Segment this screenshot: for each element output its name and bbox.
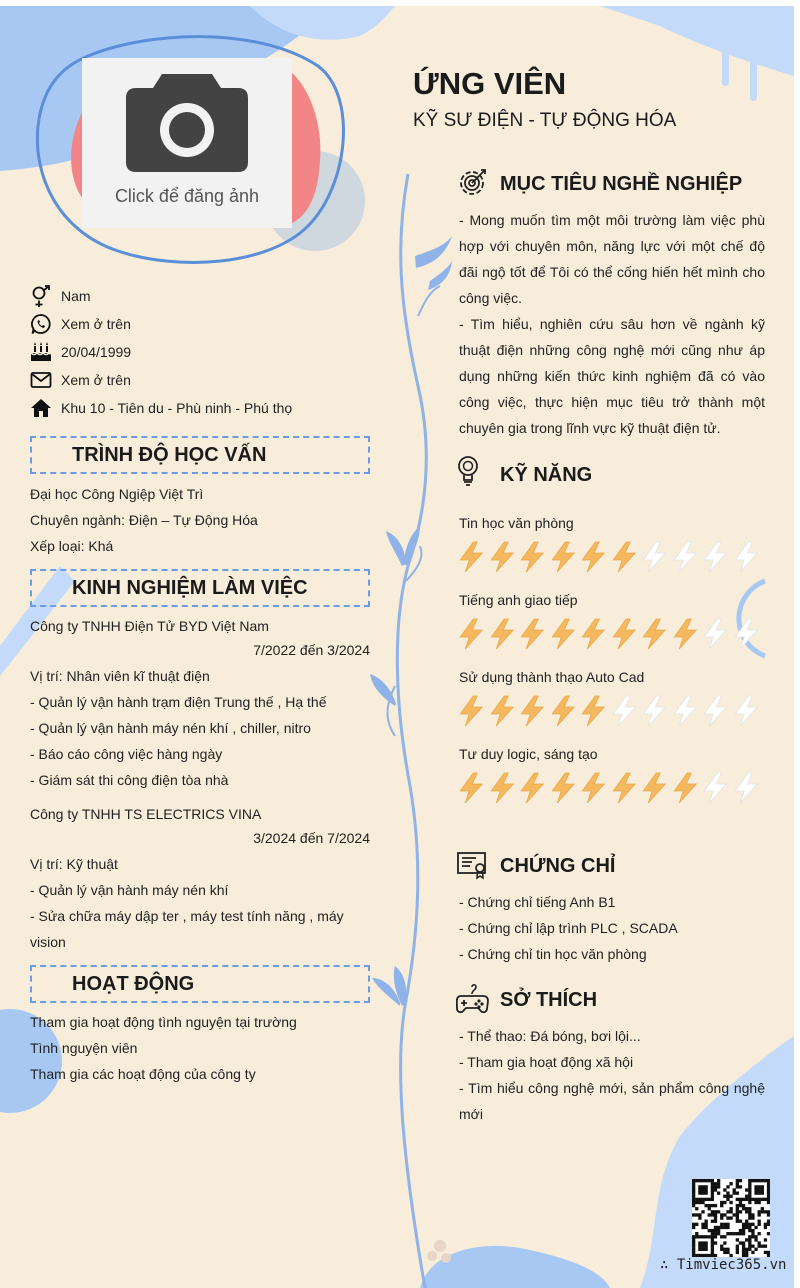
skill-rating: [456, 771, 761, 805]
bolt-filled-icon: [487, 540, 518, 574]
gamepad-icon: [456, 982, 490, 1016]
photo-upload-hint: Click để đăng ảnh: [114, 186, 260, 206]
hobby-item: - Thể thao: Đá bóng, bơi lội...: [459, 1028, 641, 1044]
bolt-empty-icon: [731, 540, 762, 574]
bolt-filled-icon: [578, 540, 609, 574]
skill-rating: [456, 617, 761, 651]
bolt-filled-icon: [639, 617, 670, 651]
certificates-heading: CHỨNG CHỈ: [500, 855, 616, 877]
bolt-filled-icon: [517, 694, 548, 728]
bolt-filled-icon: [548, 694, 579, 728]
bolt-filled-icon: [487, 771, 518, 805]
bolt-filled-icon: [578, 617, 609, 651]
education-grade: Xếp loại: Khá: [30, 538, 114, 554]
contact-email: [30, 369, 131, 391]
skills-heading: KỸ NĂNG: [500, 464, 593, 486]
bolt-filled-icon: [609, 540, 640, 574]
candidate-name: ỨNG VIÊN: [413, 66, 567, 101]
hobby-item: - Tham gia hoạt động xã hội: [459, 1054, 634, 1070]
target-icon: [456, 166, 490, 200]
activities-heading: HOẠT ĐỘNG: [30, 965, 370, 1003]
bolt-filled-icon: [578, 694, 609, 728]
bolt-empty-icon: [700, 617, 731, 651]
cake-icon: [30, 341, 52, 363]
job-detail-line: Vị trí: Nhân viên kĩ thuật điện: [30, 668, 210, 684]
qr-code-icon: [692, 1179, 770, 1257]
bolt-empty-icon: [639, 540, 670, 574]
bolt-empty-icon: [731, 617, 762, 651]
job-company: Công ty TNHH Điện Tử BYD Việt Nam: [30, 618, 269, 634]
certificate-item: - Chứng chỉ tin học văn phòng: [459, 946, 647, 962]
phone-value: Xem ở trên: [61, 316, 131, 332]
address-value: Khu 10 - Tiên du - Phù ninh - Phú thọ: [61, 400, 293, 416]
bolt-empty-icon: [731, 694, 762, 728]
watermark: [660, 1257, 786, 1273]
skill-rating: [456, 540, 761, 574]
certificate-item: - Chứng chỉ lập trình PLC , SCADA: [459, 920, 678, 936]
bolt-filled-icon: [609, 771, 640, 805]
skill-label: Sử dụng thành thạo Auto Cad: [459, 669, 645, 685]
hobbies-heading: SỞ THÍCH: [500, 989, 598, 1011]
skill-label: Tin học văn phòng: [459, 515, 574, 531]
bolt-empty-icon: [700, 694, 731, 728]
bolt-filled-icon: [517, 540, 548, 574]
certificate-icon: [456, 848, 490, 882]
bolt-filled-icon: [670, 771, 701, 805]
certificate-item: - Chứng chỉ tiếng Anh B1: [459, 894, 616, 910]
bolt-empty-icon: [639, 694, 670, 728]
job-company: Công ty TNHH TS ELECTRICS VINA: [30, 806, 262, 822]
contact-phone: [30, 313, 131, 335]
watermark-mark: ∴: [660, 1257, 677, 1273]
bolt-filled-icon: [456, 617, 487, 651]
skill-label: Tiếng anh giao tiếp: [459, 592, 578, 608]
contact-address: [30, 397, 292, 419]
skill-rating: [456, 694, 761, 728]
bolt-filled-icon: [456, 694, 487, 728]
bolt-empty-icon: [700, 771, 731, 805]
education-school: Đại học Công Ngiệp Việt Trì: [30, 486, 204, 502]
whatsapp-icon: [30, 313, 52, 335]
camera-icon: [124, 68, 250, 172]
bolt-filled-icon: [487, 617, 518, 651]
bolt-empty-icon: [700, 540, 731, 574]
objective-paragraph: - Tìm hiểu, nghiên cứu sâu hơn về ngành kỹ thuật điện những công nghệ mới cũng như áp dụng những kiến thức kinh nghiệm đã có vào công việc, thực hiện mục tiêu trở thành một chuyên gia trong lĩnh vực kỹ thuật điện tử.: [459, 316, 765, 436]
job-period: 7/2022 đến 3/2024: [253, 642, 370, 658]
job-detail-line: vision: [30, 934, 66, 950]
contact-gender: [30, 285, 91, 307]
envelope-icon: [30, 369, 52, 391]
gender-icon: [30, 285, 52, 307]
bolt-filled-icon: [609, 617, 640, 651]
job-detail-line: - Quản lý vận hành máy nén khí , chiller, nitro: [30, 720, 311, 736]
email-value: Xem ở trên: [61, 372, 131, 388]
bolt-empty-icon: [670, 694, 701, 728]
activity-item: Tham gia các hoạt động của công ty: [30, 1066, 256, 1082]
education-heading: TRÌNH ĐỘ HỌC VẤN: [30, 436, 370, 474]
bolt-empty-icon: [731, 771, 762, 805]
bolt-filled-icon: [456, 540, 487, 574]
objective-heading: MỤC TIÊU NGHỀ NGHIỆP: [500, 173, 743, 195]
job-detail-line: - Báo cáo công việc hàng ngày: [30, 746, 223, 762]
contact-birthday: [30, 341, 131, 363]
bolt-filled-icon: [487, 694, 518, 728]
bolt-filled-icon: [639, 771, 670, 805]
hobby-item: - Tìm hiểu công nghệ mới, sản phẩm công nghệ mới: [459, 1080, 765, 1122]
watermark-text: Timviec365.vn: [676, 1257, 787, 1273]
job-detail-line: - Sửa chữa máy dập ter , máy test tính năng , máy: [30, 908, 344, 924]
candidate-position: KỸ SƯ ĐIỆN - TỰ ĐỘNG HÓA: [413, 110, 677, 131]
gender-value: Nam: [61, 288, 91, 304]
skill-label: Tư duy logic, sáng tạo: [459, 746, 598, 762]
bolt-filled-icon: [456, 771, 487, 805]
bolt-filled-icon: [517, 771, 548, 805]
birthday-value: 20/04/1999: [61, 344, 132, 360]
bolt-filled-icon: [670, 617, 701, 651]
job-detail-line: - Giám sát thi công điện tòa nhà: [30, 772, 229, 788]
lightbulb-icon: [456, 454, 490, 488]
job-detail-line: Vị trí: Kỹ thuật: [30, 856, 118, 872]
education-major: Chuyên ngành: Điện – Tự Động Hóa: [30, 512, 258, 528]
objective-paragraph: - Mong muốn tìm một môi trường làm việc phù hợp với chuyên môn, năng lực với một chế độ đãi ngộ tốt để Tôi có thể cống hiến hết mình cho công việc.: [459, 212, 765, 306]
bolt-filled-icon: [517, 617, 548, 651]
bolt-filled-icon: [548, 617, 579, 651]
home-icon: [30, 397, 52, 419]
bolt-empty-icon: [609, 694, 640, 728]
job-period: 3/2024 đến 7/2024: [253, 830, 370, 846]
bolt-filled-icon: [548, 540, 579, 574]
activity-item: Tình nguyện viên: [30, 1040, 138, 1056]
experience-heading: KINH NGHIỆM LÀM VIỆC: [30, 569, 370, 607]
job-detail-line: - Quản lý vận hành máy nén khí: [30, 882, 229, 898]
job-detail-line: - Quản lý vận hành trạm điện Trung thế , Hạ thế: [30, 694, 327, 710]
avatar-upload[interactable]: [82, 58, 292, 228]
bolt-empty-icon: [670, 540, 701, 574]
activity-item: Tham gia hoạt động tình nguyện tại trường: [30, 1014, 297, 1030]
bolt-filled-icon: [548, 771, 579, 805]
bolt-filled-icon: [578, 771, 609, 805]
cv-page: [0, 6, 794, 1288]
